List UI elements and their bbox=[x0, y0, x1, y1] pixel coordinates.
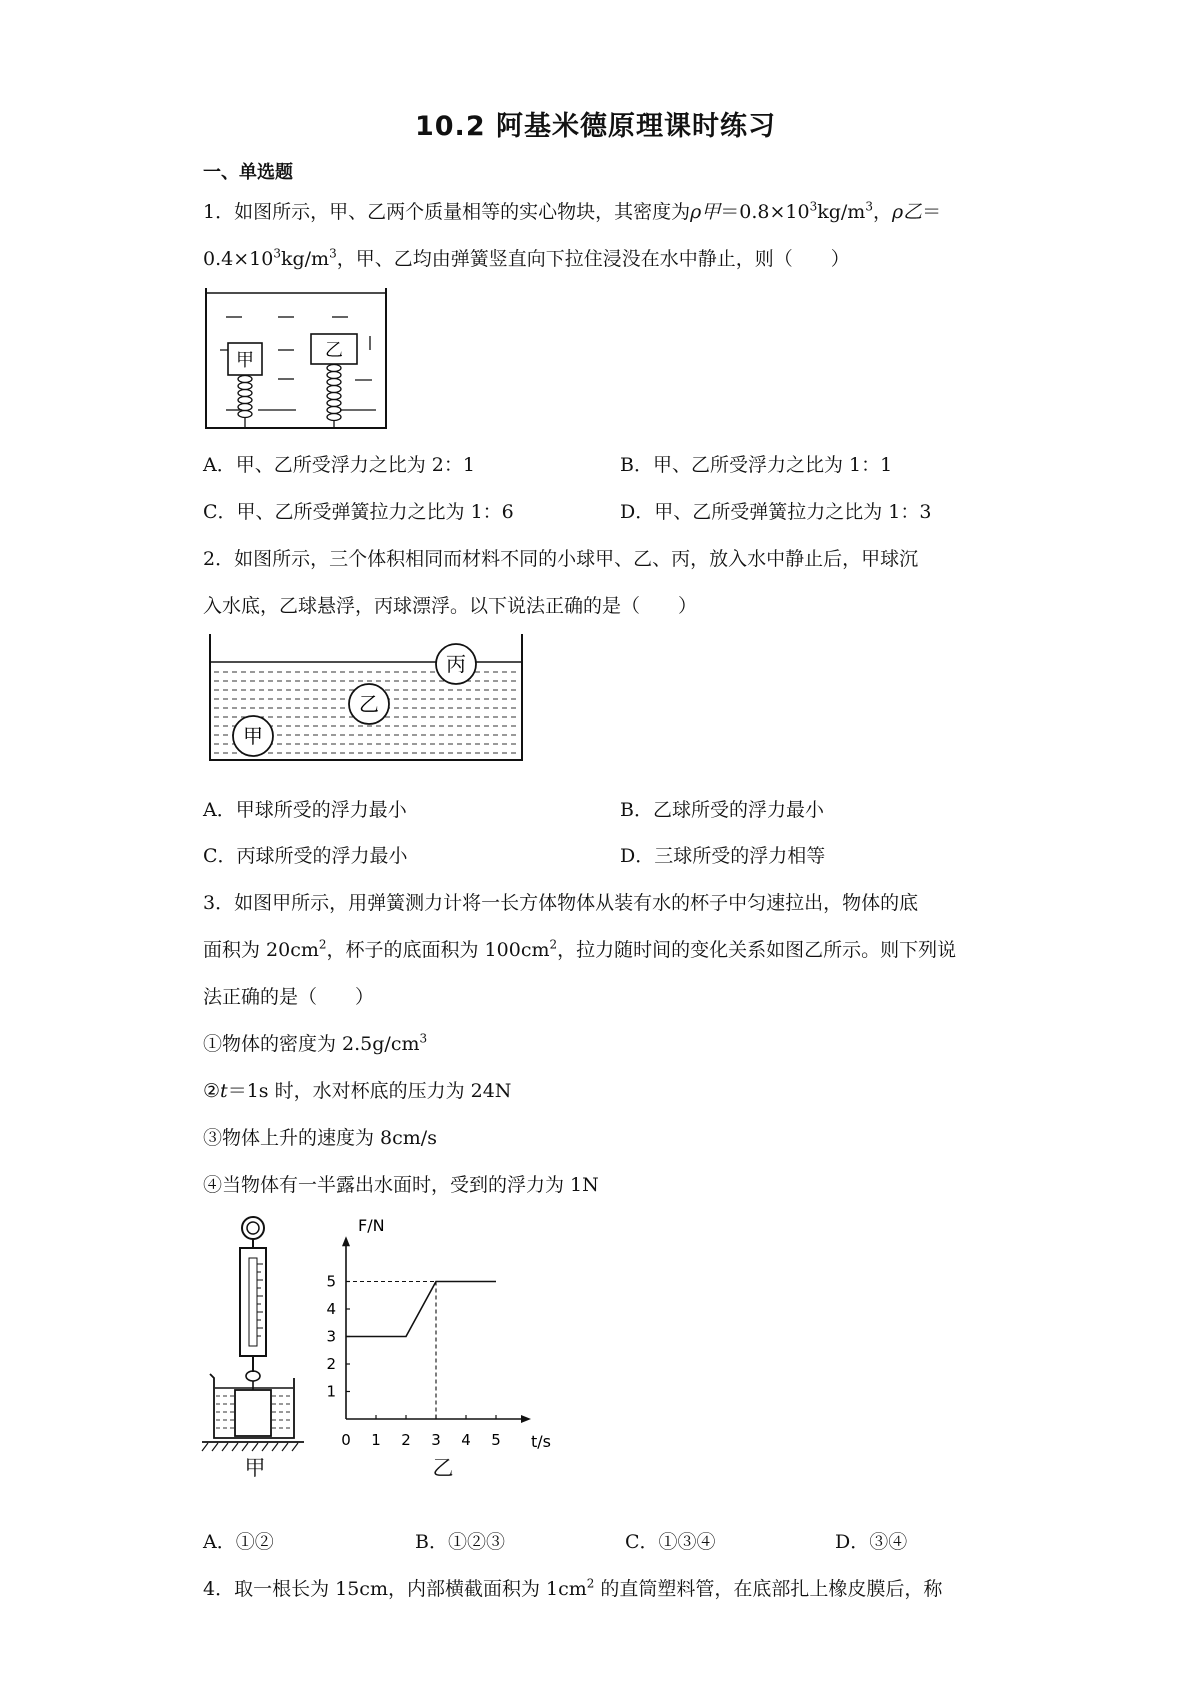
q2-option-d[interactable]: D．三球所受的浮力相等 bbox=[620, 845, 826, 867]
spring-a bbox=[238, 376, 252, 428]
y-tick-label: 3 bbox=[326, 1327, 336, 1346]
ball-a-label: 甲 bbox=[243, 724, 263, 748]
q3-figure-a bbox=[200, 1212, 310, 1474]
q2-line2: 入水底，乙球悬浮，丙球漂浮。以下说法正确的是（ ） bbox=[203, 595, 698, 617]
y-tick-label: 4 bbox=[326, 1300, 336, 1318]
x-tick-label: 2 bbox=[401, 1431, 411, 1449]
x-tick-label: 1 bbox=[371, 1431, 381, 1449]
q3-figure-b-caption: 乙 bbox=[432, 1456, 454, 1480]
q3-statement-1: ①物体的密度为 $2.5g/cm^3$ bbox=[203, 1031, 428, 1055]
q3-option-d[interactable]: D．③④ bbox=[835, 1531, 908, 1553]
q1-option-c[interactable]: C．甲、乙所受弹簧拉力之比为 1：6 bbox=[203, 501, 514, 523]
q3-line2: 面积为 $20cm^2$，杯子的底面积为 $100cm^2$，拉力随时间的变化关系如图乙所示。则下列说 bbox=[203, 937, 957, 961]
y-axis-arrow bbox=[342, 1236, 350, 1246]
chart-ticks bbox=[326, 1273, 500, 1450]
x-tick-label: 0 bbox=[341, 1431, 351, 1449]
q4-line1: 4．取一根长为 15cm，内部横截面积为 $1cm^2$ 的直筒塑料管，在底部扎上橡皮膜后，称 bbox=[203, 1576, 943, 1600]
section-heading: 一、单选题 bbox=[203, 162, 293, 183]
q1-figure bbox=[200, 286, 400, 434]
force-time-chart bbox=[326, 1215, 620, 1477]
q2-option-c[interactable]: C．丙球所受的浮力最小 bbox=[203, 845, 408, 867]
y-tick-label: 1 bbox=[326, 1382, 336, 1401]
block-b-label: 乙 bbox=[325, 340, 343, 361]
chart-x-axis-label: t/s bbox=[531, 1432, 551, 1451]
q2-figure bbox=[206, 632, 526, 764]
q1-line2: $0.4\times 10^3kg/m^3$，甲、乙均由弹簧竖直向下拉住浸没在水中静止，则（ ） bbox=[203, 246, 850, 270]
page-title: 10.2 阿基米德原理课时练习 bbox=[414, 111, 777, 142]
q3-figure-a-caption: 甲 bbox=[244, 1456, 266, 1480]
x-axis-arrow bbox=[521, 1415, 531, 1423]
q3-statement-3: ③物体上升的速度为 8cm/s bbox=[203, 1127, 437, 1149]
q3-line3: 法正确的是（ ） bbox=[203, 986, 375, 1008]
ball-c-label: 丙 bbox=[446, 652, 466, 676]
y-tick-label: 5 bbox=[326, 1272, 336, 1291]
chart-guides bbox=[346, 1282, 436, 1420]
x-tick-label: 5 bbox=[491, 1431, 501, 1449]
q1-option-a[interactable]: A．甲、乙所受浮力之比为 2：1 bbox=[203, 454, 475, 476]
chart-y-axis-label: F/N bbox=[358, 1216, 385, 1235]
q3-statement-4: ④当物体有一半露出水面时，受到的浮力为 1N bbox=[203, 1174, 599, 1196]
q3-statement-2: ②t＝1s 时，水对杯底的压力为 24N bbox=[203, 1080, 512, 1102]
x-tick-label: 4 bbox=[461, 1431, 471, 1449]
x-tick-label: 3 bbox=[431, 1431, 441, 1449]
y-tick-label: 2 bbox=[326, 1355, 336, 1373]
series-line bbox=[346, 1282, 496, 1337]
q3-option-a[interactable]: A．①② bbox=[203, 1531, 274, 1553]
chart-series bbox=[346, 1282, 496, 1337]
q1-option-b[interactable]: B．甲、乙所受浮力之比为 1：1 bbox=[620, 454, 893, 476]
q2-option-a[interactable]: A．甲球所受的浮力最小 bbox=[203, 799, 407, 821]
q3-line1: 3．如图甲所示，用弹簧测力计将一长方体物体从装有水的杯子中匀速拉出，物体的底 bbox=[203, 892, 919, 914]
rectangular-object bbox=[235, 1390, 271, 1436]
q2-line1: 2．如图所示，三个体积相同而材料不同的小球甲、乙、丙，放入水中静止后，甲球沉 bbox=[203, 548, 919, 570]
ball-b-label: 乙 bbox=[359, 692, 379, 716]
q3-option-b[interactable]: B．①②③ bbox=[415, 1531, 505, 1553]
q3-option-c[interactable]: C．①③④ bbox=[625, 1531, 716, 1553]
spring-b bbox=[327, 365, 341, 428]
q2-option-b[interactable]: B．乙球所受的浮力最小 bbox=[620, 799, 824, 821]
q1-option-d[interactable]: D．甲、乙所受弹簧拉力之比为 1：3 bbox=[620, 501, 932, 523]
q1-line1: 1．如图所示，甲、乙两个质量相等的实心物块，其密度为ρ甲$=0.8\times 10^3kg/m^3$，ρ乙＝ bbox=[203, 199, 942, 223]
block-a-label: 甲 bbox=[236, 350, 254, 371]
